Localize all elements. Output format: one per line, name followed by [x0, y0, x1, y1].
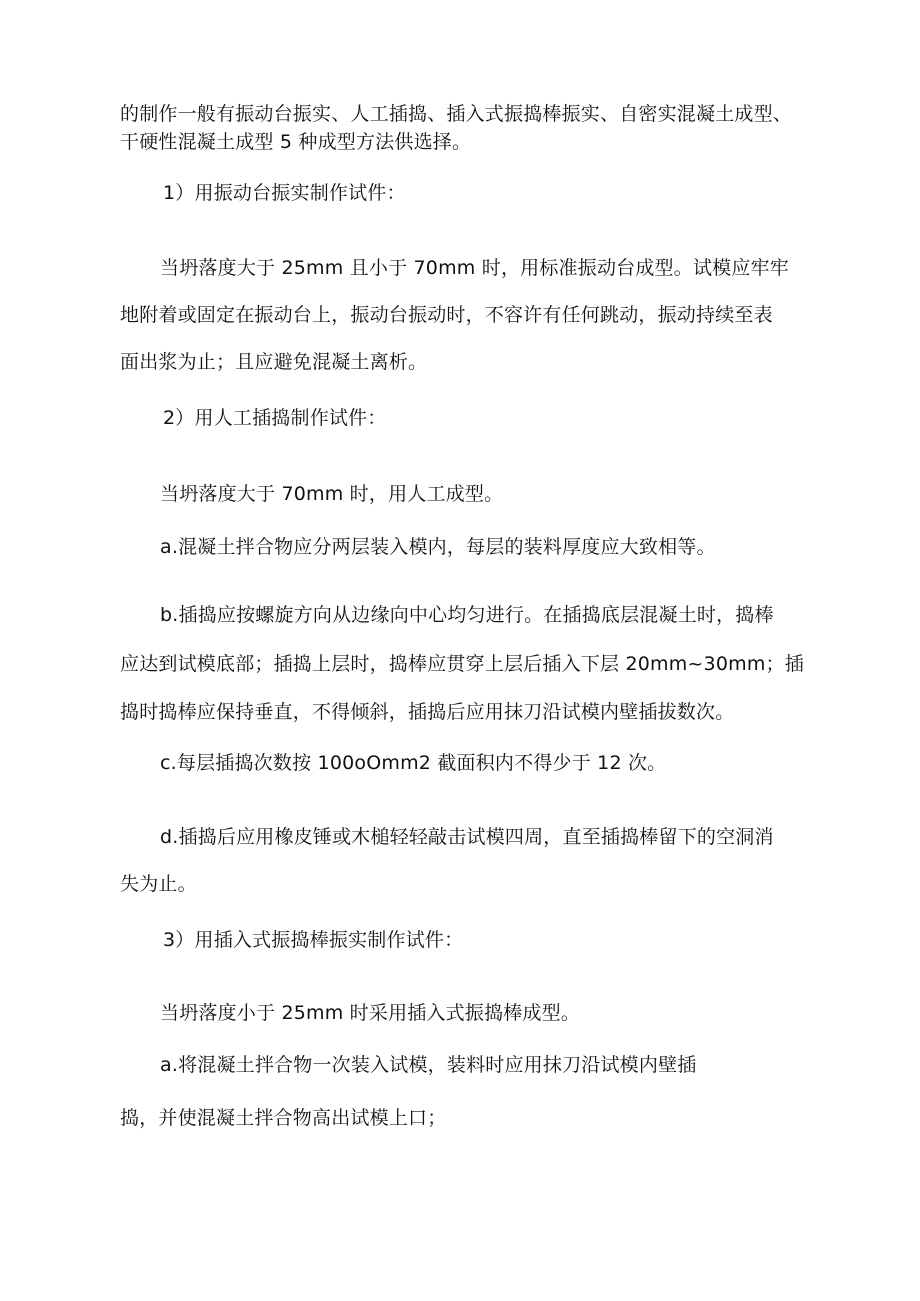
paragraph-line: 捣时捣棒应保持垂直，不得倾斜，插捣后应用抹刀沿试模内壁插拔数次。 [120, 701, 735, 723]
list-item: a.混凝土拌合物应分两层装入模内，每层的装料厚度应大致相等。 [160, 536, 716, 558]
paragraph-line: 当坍落度大于 70mm 时，用人工成型。 [160, 483, 504, 505]
section-heading: 2）用人工插捣制作试件： [163, 407, 387, 429]
list-item: a.将混凝土拌合物一次装入试模，装料时应用抹刀沿试模内壁插 [160, 1054, 697, 1076]
list-item: c.每层插捣次数按 100oOmm2 截面积内不得少于 12 次。 [160, 752, 667, 774]
paragraph-line: 失为止。 [120, 873, 197, 895]
paragraph-line: 当坍落度大于 25mm 且小于 70mm 时，用标准振动台成型。试模应牢牢 [160, 257, 789, 279]
paragraph-line: 应达到试模底部；插捣上层时，捣棒应贯穿上层后插入下层 20mm~30mm；插 [120, 653, 804, 675]
paragraph-line: 地附着或固定在振动台上，振动台振动时，不容许有任何跳动，振动持续至表 [120, 304, 773, 326]
paragraph-line: 当坍落度小于 25mm 时采用插入式振捣棒成型。 [160, 1002, 581, 1024]
list-item: b.插捣应按螺旋方向从边缘向中心均匀进行。在插捣底层混凝土时，捣棒 [160, 604, 774, 626]
section-heading: 1）用振动台振实制作试件： [163, 182, 406, 204]
paragraph-line: 面出浆为止；且应避免混凝土离析。 [120, 351, 428, 373]
list-item: d.插捣后应用橡皮锤或木槌轻轻敲击试模四周，直至插捣棒留下的空洞消 [160, 826, 774, 848]
section-heading: 3）用插入式振捣棒振实制作试件： [163, 929, 464, 951]
paragraph-line: 的制作一般有振动台振实、人工插捣、插入式振捣棒振实、自密实混凝土成型、 [120, 103, 793, 125]
paragraph-line: 干硬性混凝土成型 5 种成型方法供选择。 [120, 131, 472, 153]
paragraph-line: 捣，并使混凝土拌合物高出试模上口； [120, 1107, 447, 1129]
